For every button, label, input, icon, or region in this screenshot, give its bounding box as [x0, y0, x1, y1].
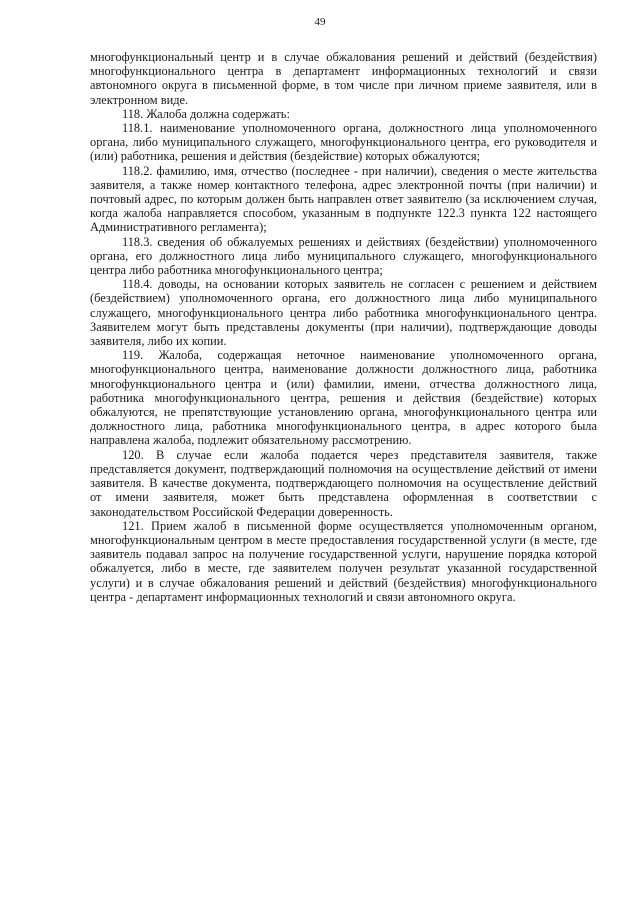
paragraph-118-3: 118.3. сведения об обжалуемых решениях и действиях (бездействии) уполномоченного органа, его должностного лица либо муниципального служащего, многофункционального центра либо работника многофункционального центра;	[90, 234, 597, 278]
paragraph-118-1: 118.1. наименование уполномоченного органа, должностного лица уполномоченного органа, либо муниципального служащего, многофункционального центра, его руководителя и (или) работника, решения и действия (бездействие) которых обжалуются;	[90, 121, 597, 164]
paragraph-119: 119. Жалоба, содержащая неточное наименование уполномоченного органа, многофункционального центра, наименование должности должностного лица, работника многофункционального центра и (или) фамилии, имени, отчества должностного лица, работника многофункционального центра, решения и действия (бездействие) которых обжалуются, не препятствующие установлению органа, многофункционального центра или должностного лица, работника многофункционального центра, в адрес которого была направлена жалоба, подлежит обязательному рассмотрению.	[90, 348, 597, 448]
paragraph-118-2: 118.2. фамилию, имя, отчество (последнее - при наличии), сведения о месте жительства заявителя, а также номер контактного телефона, адрес электронной почты (при наличии) и почтовый адрес, по которым должен быть направлен ответ заявителю (за исключением случая, когда жалоба направляется способом, указанным в подпункте 122.3 пункта 122 настоящего Административного регламента);	[90, 163, 597, 235]
body-text	[90, 50, 597, 604]
page-number: 49	[314, 16, 326, 28]
paragraph-121: 121. Прием жалоб в письменной форме осуществляется уполномоченным органом, многофункциональным центром в месте предоставления государственной услуги (в месте, где заявитель подавал запрос на получение государственной услуги, нарушение порядка которой обжалуется, либо в месте, где заявителем получен результат указанной государственной услуги) и в случае обжалования решений и действий (бездействия) многофункционального центра - департамент информационных технологий и связи автономного округа.	[90, 518, 597, 604]
paragraph-120: 120. В случае если жалоба подается через представителя заявителя, также представляется документ, подтверждающий полномочия на осуществление действий от имени заявителя. В качестве документа, подтверждающего полномочия на осуществление действий от имени заявителя, может быть представлена оформленная в соответствии с законодательством Российской Федерации доверенность.	[90, 447, 597, 519]
paragraph-118-4: 118.4. доводы, на основании которых заявитель не согласен с решением и действием (бездействием) уполномоченного органа, его должностного лица либо муниципального служащего, многофункционального центра либо работника многофункционального центра. Заявителем могут быть представлены документы (при наличии), подтверждающие доводы заявителя, либо их копии.	[90, 277, 597, 349]
paragraph-continuation: многофункциональный центр и в случае обжалования решений и действий (бездействия) многофункционального центра в департамент информационных технологий и связи автономного округа в письменной форме, в том числе при личном приеме заявителя, или в электронном виде.	[90, 50, 597, 107]
paragraph-118: 118. Жалоба должна содержать:	[122, 106, 290, 121]
